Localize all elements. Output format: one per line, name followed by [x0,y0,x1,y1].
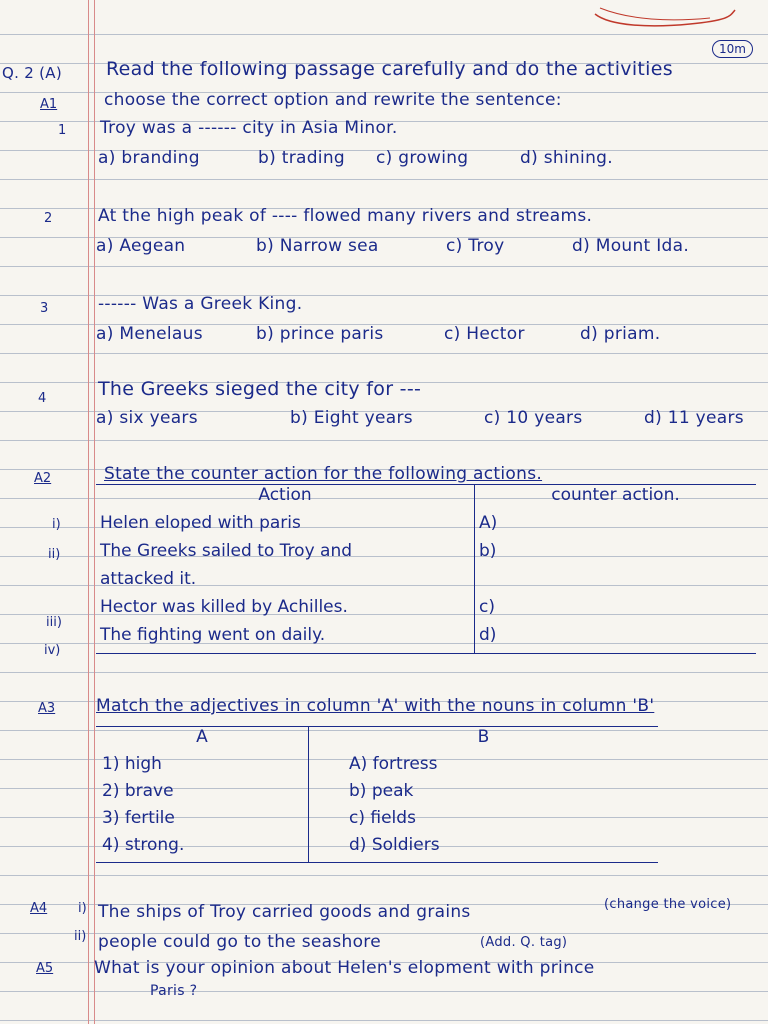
item-number: i) [78,901,87,916]
table-row [96,625,756,654]
section-label-a2: A2 [34,471,52,486]
section-label-a1: A1 [40,97,58,112]
mcq-option: a) six years [96,408,198,428]
table-row [96,781,658,808]
mcq-question: At the high peak of ---- flowed many rivers and streams. [98,206,593,226]
mcq-option: c) growing [376,148,469,168]
row-number: ii) [48,547,61,562]
noun-cell: c) fields [349,808,416,828]
adjective-cell: 2) brave [96,781,309,808]
counter-action-cell: d) [479,625,497,645]
action-cell: The fighting went on daily. [96,625,475,654]
mcq-option: c) Troy [446,236,505,256]
mcq-option: c) Hector [444,324,525,344]
mcq-option: d) Mount Ida. [572,236,690,256]
mcq-option: b) trading [258,148,345,168]
row-number: i) [52,517,61,532]
question-number: Q. 2 (A) [2,64,63,82]
action-cell: Helen eloped with paris [96,513,475,541]
marks-badge: 10m [712,40,753,58]
mcq-question: Troy was a ------ city in Asia Minor. [100,118,398,138]
table-header: B [477,727,490,747]
table-row [96,835,658,863]
mcq-option: b) Eight years [290,408,413,428]
mcq-option: d) priam. [580,324,661,344]
question-number: 3 [40,301,49,316]
a5-question: What is your opinion about Helen's elopment with prince [94,958,595,978]
mcq-question: ------ Was a Greek King. [98,294,303,314]
section-label-a5: A5 [36,961,54,976]
noun-cell: d) Soldiers [349,835,440,855]
table-row [96,541,756,569]
table-header: counter action. [551,485,680,505]
row-number: iii) [46,615,62,630]
mcq-option: b) Narrow sea [256,236,379,256]
row-number: iv) [44,643,61,658]
noun-cell: A) fortress [349,754,438,774]
counter-action-cell: A) [479,513,498,533]
mcq-option: c) 10 years [484,408,583,428]
a4-sentence: The ships of Troy carried goods and grains [98,902,471,922]
action-cell: The Greeks sailed to Troy and [96,541,475,569]
question-number: 1 [58,123,67,138]
question-number: 2 [44,211,53,226]
match-table [96,726,658,863]
table-header: Action [96,485,475,514]
counter-action-table [96,484,756,654]
table-row [96,569,756,597]
table-header-row [96,485,756,514]
adjective-cell: 4) strong. [96,835,309,863]
action-cell: attacked it. [96,569,475,597]
adjective-cell: 1) high [96,754,309,781]
margin-line [88,0,89,1024]
table-row [96,808,658,835]
section-label-a4: A4 [30,901,48,916]
a5-question-continued: Paris ? [150,983,198,999]
a4-note: (change the voice) [604,897,732,912]
mcq-option: a) branding [98,148,200,168]
counter-action-cell: b) [479,541,497,561]
table-header: A [96,727,309,755]
mcq-option: d) 11 years [644,408,744,428]
noun-cell: b) peak [349,781,414,801]
adjective-cell: 3) fertile [96,808,309,835]
table-row [96,597,756,625]
a1-instruction: choose the correct option and rewrite the sentence: [104,90,562,110]
scribble-decoration [590,0,740,32]
counter-action-cell: c) [479,597,495,617]
margin-line [94,0,95,1024]
question-instruction: Read the following passage carefully and do the activities [106,58,673,80]
action-cell: Hector was killed by Achilles. [96,597,475,625]
table-row [96,513,756,541]
counter-action-cell [475,569,757,597]
mcq-option: b) prince paris [256,324,384,344]
section-label-a3: A3 [38,701,56,716]
mcq-option: a) Menelaus [96,324,203,344]
mcq-option: d) shining. [520,148,613,168]
question-number: 4 [38,391,47,406]
mcq-option: a) Aegean [96,236,186,256]
a3-instruction: Match the adjectives in column 'A' with the nouns in column 'B' [96,696,655,716]
mcq-question: The Greeks sieged the city for --- [98,378,422,400]
a4-sentence: people could go to the seashore [98,932,381,952]
table-header-row [96,727,658,755]
a2-instruction: State the counter action for the following actions. [104,464,543,484]
a4-note: (Add. Q. tag) [480,935,568,950]
item-number: ii) [74,929,87,944]
table-row [96,754,658,781]
